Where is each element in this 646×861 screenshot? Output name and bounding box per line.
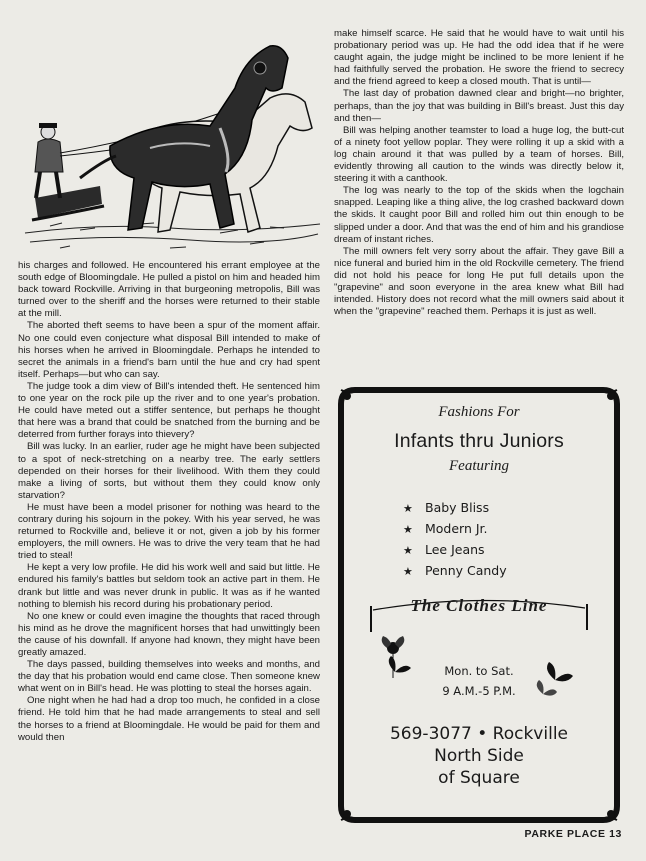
horse-team-illustration bbox=[20, 28, 325, 254]
paragraph: He kept a very low profile. He did his work well and said but little. He endured his family's battles but seldom took an active part in them. He drank but little and was never drunk in public. It was as if he wanted nothing to blemish his record during his probationary period. bbox=[18, 562, 320, 610]
paragraph: Bill was helping another teamster to load a huge log, the butt-cut of a ninety foot yellow poplar. They were rolling it up a skid with a log chain around it that was pulled by a team of horses. Bill, evidently throwing all caution to the winds was directly below it, steering it with a canthook. bbox=[334, 124, 624, 185]
paragraph: The judge took a dim view of Bill's intended theft. He sentenced him to one year on the rock pile up the river and to one year's probation. He could have meted out a stiffer sentence, but perhaps he thought that here was a brand that could be snatched from the burning and be deterred from further forays into thievery? bbox=[18, 380, 320, 441]
clothes-line-advertisement bbox=[333, 382, 625, 828]
star-icon: ★ bbox=[403, 544, 413, 557]
ad-hours-time: 9 A.M.-5 P.M. bbox=[442, 684, 516, 698]
paragraph: He must have been a model prisoner for nothing was heard to the contrary during his sojourn in the pokey. With his year served, he was returned to Rockville and, believe it or not, given a job by his former employers, the mill owners. He was to drive the very team that he had tried to steal! bbox=[18, 501, 320, 562]
ad-brand-item bbox=[403, 500, 489, 515]
paragraph: No one knew or could even imagine the thoughts that raced through his mind as he drove the magnificent horses that had unwittingly been the cause of his downfall. If anyone had known, they might have been greatly amazed. bbox=[18, 610, 320, 658]
ad-brand-item bbox=[403, 542, 485, 557]
ad-brand-item bbox=[403, 521, 488, 536]
paragraph: The last day of probation dawned clear and bright—no brighter, perhaps, than the joy that was building in Bill's breast. Just this day and then— bbox=[334, 88, 624, 124]
ad-location-line1: North Side bbox=[434, 746, 524, 766]
paragraph: make himself scarce. He said that he would have to wait until his probationary period was up. He had the odd idea that if he were caught again, the judge might be inclined to be more lenient if he had faithfully served the probation. He swore the friend to secrecy and the friend agreed to keep a closed mouth. That is until— bbox=[334, 28, 624, 88]
brand-label: Lee Jeans bbox=[425, 542, 485, 557]
ad-heading-infants: Infants thru Juniors bbox=[394, 430, 564, 452]
paragraph: his charges and followed. He encountered his errant employee at the south edge of Bloomingdale. He pulled a pistol on him and headed him back toward Rockville. Arriving in that burgeoning metropolis, Bill was turned over to the sheriff and the horses were returned to their stable at the mill. bbox=[18, 260, 320, 320]
store-logo: The Clothes Line bbox=[410, 596, 548, 615]
paragraph: The aborted theft seems to have been a spur of the moment affair. No one could even conjecture what disposal Bill intended to make of his horses when he arrived in Bloomingdale. Perhaps he intended to secret the animals in a friend's barn until the hue and cry had spent itself. Perhaps—but who can say. bbox=[18, 320, 320, 380]
ad-location-line2: of Square bbox=[438, 768, 520, 788]
paragraph: The mill owners felt very sorry about the affair. They gave Bill a nice funeral and buried him in the old Rockville cemetery. The friend did not hold his peace for long He put full details upon the "grapevine" and soon everyone in the area knew what Bill had intended. History does not record what the mill owners said about it when the "grapevine" reached them. Perhaps it is just as well. bbox=[334, 245, 624, 318]
star-icon: ★ bbox=[403, 523, 413, 536]
ad-heading-featuring: Featuring bbox=[449, 458, 509, 474]
brand-label: Baby Bliss bbox=[425, 500, 490, 515]
brand-label: Modern Jr. bbox=[425, 521, 488, 536]
ad-brand-item bbox=[403, 563, 507, 578]
brand-label: Penny Candy bbox=[425, 563, 507, 578]
paragraph: The log was nearly to the top of the skids when the logchain snapped. Leaping like a thing alive, the log crashed backward down the skids. It caught poor Bill and rolled him out thin enough to be slipped under a door. And that was the end of him and his grandiose dream of instant riches. bbox=[334, 185, 624, 245]
paragraph: Bill was lucky. In an earlier, ruder age he might have been subjected to a spot of neck-stretching on a nearby tree. The early settlers depended on their horses for their livelihood. With them they could make a living of sorts, but without them they could know only starvation? bbox=[18, 441, 320, 501]
star-icon: ★ bbox=[403, 565, 413, 578]
ad-heading-fashions: Fashions For bbox=[438, 404, 520, 420]
page-footer: PARKE PLACE 13 bbox=[524, 828, 622, 840]
paragraph: The days passed, building themselves into weeks and months, and the day that his probation would end came close. Then someone knew what went on in Bill's head. He was plotting to steal the horses again. bbox=[18, 659, 320, 695]
star-icon: ★ bbox=[403, 502, 413, 515]
story-left-column bbox=[18, 260, 320, 744]
ad-phone-line: 569-3077 • Rockville bbox=[389, 724, 568, 744]
paragraph: One night when he had had a drop too much, he confided in a close friend. He told him that he had made arrangements to steal and sell the horses to a friend at Bloomingdale. He would be paid for them and would then bbox=[18, 695, 320, 743]
ad-hours-days: Mon. to Sat. bbox=[444, 664, 514, 678]
story-right-column bbox=[334, 28, 624, 318]
